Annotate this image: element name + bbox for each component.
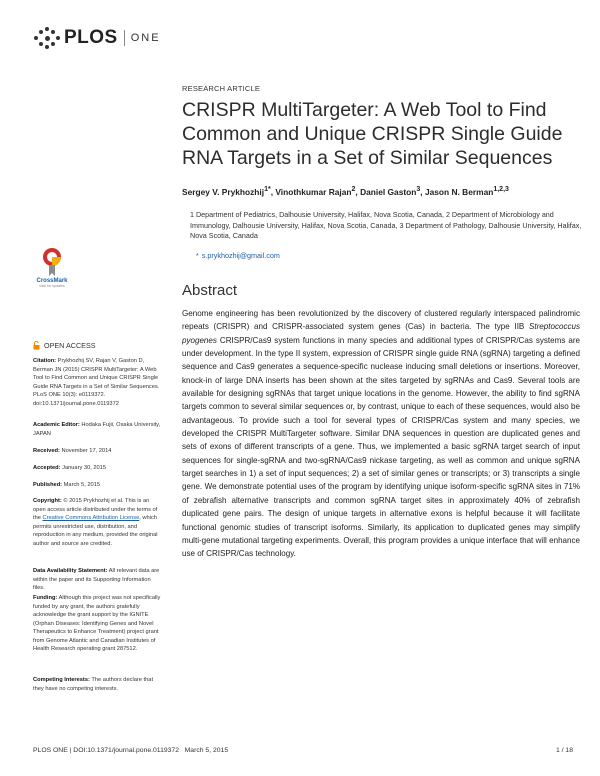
citation-block: [33, 357, 163, 408]
abstract-text-1: Genome engineering has been revolutionized by the discovery of clustered regularly interspaced palindromic repeats (CRISPR) and CRISPR-associated system genes (Cas) in bacteria. The type IIB: [182, 309, 580, 332]
author-name[interactable]: Sergey V. Prykhozhij: [182, 186, 265, 197]
author-list: Sergey V. Prykhozhij$^{1*}$, Vinothkumar Rajan$^2$, Daniel Gaston$^3$, Jason N. Berman$^{1,2,3}$: [182, 186, 509, 197]
published-label: Published:: [33, 482, 63, 488]
logo-text: PLOS: [64, 27, 118, 48]
accepted-block: [33, 464, 163, 473]
logo-divider: [124, 30, 125, 46]
copyright-text: © 2015 Prykhozhij et al. This is an open access article distributed under the terms of the: [33, 498, 158, 521]
crossmark-icon: [42, 247, 62, 277]
email-mark: *: [196, 251, 199, 260]
editor-text: Hodaka Fujii, Osaka University, JAPAN: [33, 422, 161, 437]
data-availability-text: All relevant data are within the paper and its Supporting Information files.: [33, 568, 160, 591]
corresponding-mark: *: [267, 186, 271, 193]
crossmark-label: CrossMark: [36, 278, 68, 284]
open-lock-icon: [33, 341, 40, 350]
received-label: Received:: [33, 448, 60, 454]
species-name: Streptococcus pyogenes: [182, 322, 580, 345]
article-title: CRISPR MultiTargeter: A Web Tool to Find Common and Unique CRISPR Single Guide RNA Targets in a Set of Similar Sequences: [182, 99, 563, 169]
license-link[interactable]: Creative Commons Attribution License: [42, 515, 140, 521]
received-text: November 17, 2014: [61, 448, 112, 454]
accepted-text: January 30, 2015: [62, 465, 107, 471]
data-availability-block: [33, 567, 163, 593]
competing-interests-text: The authors declare that they have no competing interests.: [33, 677, 154, 692]
copyright-text-end: , which permits unrestricted use, distribution, and reproduction in any medium, provided the original author and source are credited.: [33, 515, 158, 547]
logo-journal: ONE: [130, 32, 161, 44]
corresponding-email: [196, 251, 280, 260]
abstract-body: [182, 307, 580, 561]
author-affiliation-sup: 3: [416, 186, 421, 193]
plos-dots-icon: [34, 27, 60, 49]
author-affiliation-sup: 1,2,3: [493, 186, 509, 193]
article-type: RESEARCH ARTICLE: [182, 84, 261, 93]
competing-interests-block: [33, 676, 163, 693]
accepted-label: Accepted:: [33, 465, 61, 471]
author-name[interactable]: Vinothkumar Rajan: [275, 186, 352, 197]
funding-block: [33, 594, 163, 654]
footer-citation: PLOS ONE | DOI:10.1371/journal.pone.0119372 March 5, 2015: [33, 747, 229, 754]
email-link[interactable]: s.prykhozhij@gmail.com: [201, 251, 280, 260]
copyright-block: [33, 497, 163, 548]
editor-label: Academic Editor:: [33, 422, 80, 428]
funding-label: Funding:: [33, 595, 58, 601]
author-affiliation-sup: 2: [351, 186, 356, 193]
citation-text: Prykhozhij SV, Rajan V, Gaston D, Berman JN (2015) CRISPR MultiTargeter: A Web Tool to Find Common and Unique CRISPR Single Guide RNA Targets in a Set of Similar Sequences. PLoS ONE 10(3): e0119372. doi:10.1371/journal.pone.0119372: [33, 358, 160, 407]
copyright-label: Copyright:: [33, 498, 62, 504]
crossmark-badge[interactable]: [30, 247, 74, 288]
funding-text: Although this project was not specifically funded by any grant, the authors gratefully acknowledge the grant support by the IGNITE (Orphan Diseases: Identifying Genes and Novel Therapeutics to Enhance Treatment) project grant from Genome Atlantic and Canadian Institutes of Health Research operating grant 287512.: [33, 595, 161, 652]
author-name[interactable]: Jason N. Berman: [424, 186, 494, 197]
competing-interests-label: Competing Interests:: [33, 677, 90, 683]
affiliations: 1 Department of Pediatrics, Dalhousie University, Halifax, Nova Scotia, Canada, 2 Department of Microbiology and Immunology, Dalhousie University, Halifax, Nova Scotia, Canada, 3 Department of Pathology, Dalhousie University, Halifax, Nova Scotia, Canada: [190, 210, 582, 240]
editor-block: [33, 421, 163, 438]
open-access-label: OPEN ACCESS: [44, 341, 96, 350]
author-affiliation-sup: 1: [264, 186, 268, 193]
plos-one-logo: [34, 26, 161, 50]
published-text: March 5, 2015: [63, 482, 101, 488]
open-access-badge: [33, 341, 96, 350]
abstract-heading: Abstract: [182, 282, 238, 299]
received-block: [33, 447, 163, 456]
abstract-text-2: CRISPR/Cas9 system functions in many species and additional types of CRISPR/Cas systems are under development. In the type II system, expression of CRISPR single guide RNA (sgRNA) targeting a defined sequence and Cas9 generates a sequence-specific nuclease inducing small deletions or insertions. Moreover, knock-in of large DNA inserts has been shown at the sites targeted by sgRNAs and Cas9. Several tools are available for designing sgRNAs that target unique locations in the genome. However, the ability to find sgRNA targets common to several similar sequences or, by contrast, unique to each of these sequences, would also be advantageous. To provide such a tool for several types of CRISPR/Cas system and many species, we developed the CRISPR MultiTargeter software. Similar DNA sequences in question are duplicated genes and sets of exons of different transcripts of a gene. Thus, we implemented a basic sgRNA target search of input sequences for single-sgRNA and two-sgRNA/Cas9 nickase targeting, as well as common and unique sgRNA target searches in 1) a set of input sequences; 2) a set of similar genes or transcripts; or 3) transcripts a single gene. We demonstrate potential uses of the program by identifying unique isoform-specific sgRNA sites in 71% of zebrafish alternative transcripts and common sgRNA target sites in approximately 40% of zebrafish duplicated gene pairs. The design of unique targets in alternative exons is helpful because it will facilitate functional genomic studies of transcript isoforms. Similarly, its application to duplicated genes may simplify multi-gene mutational targeting experiments. Overall, this program provides a unique interface that will enhance use of CRISPR/Cas technology.: [182, 335, 580, 559]
page-number: 1 / 18: [555, 747, 573, 754]
data-availability-label: Data Availability Statement:: [33, 568, 108, 574]
citation-label: Citation:: [33, 358, 57, 364]
crossmark-sublabel: click for updates: [39, 284, 65, 288]
page-footer: [33, 747, 573, 754]
author-name[interactable]: Daniel Gaston: [360, 186, 417, 197]
published-block: [33, 481, 163, 490]
